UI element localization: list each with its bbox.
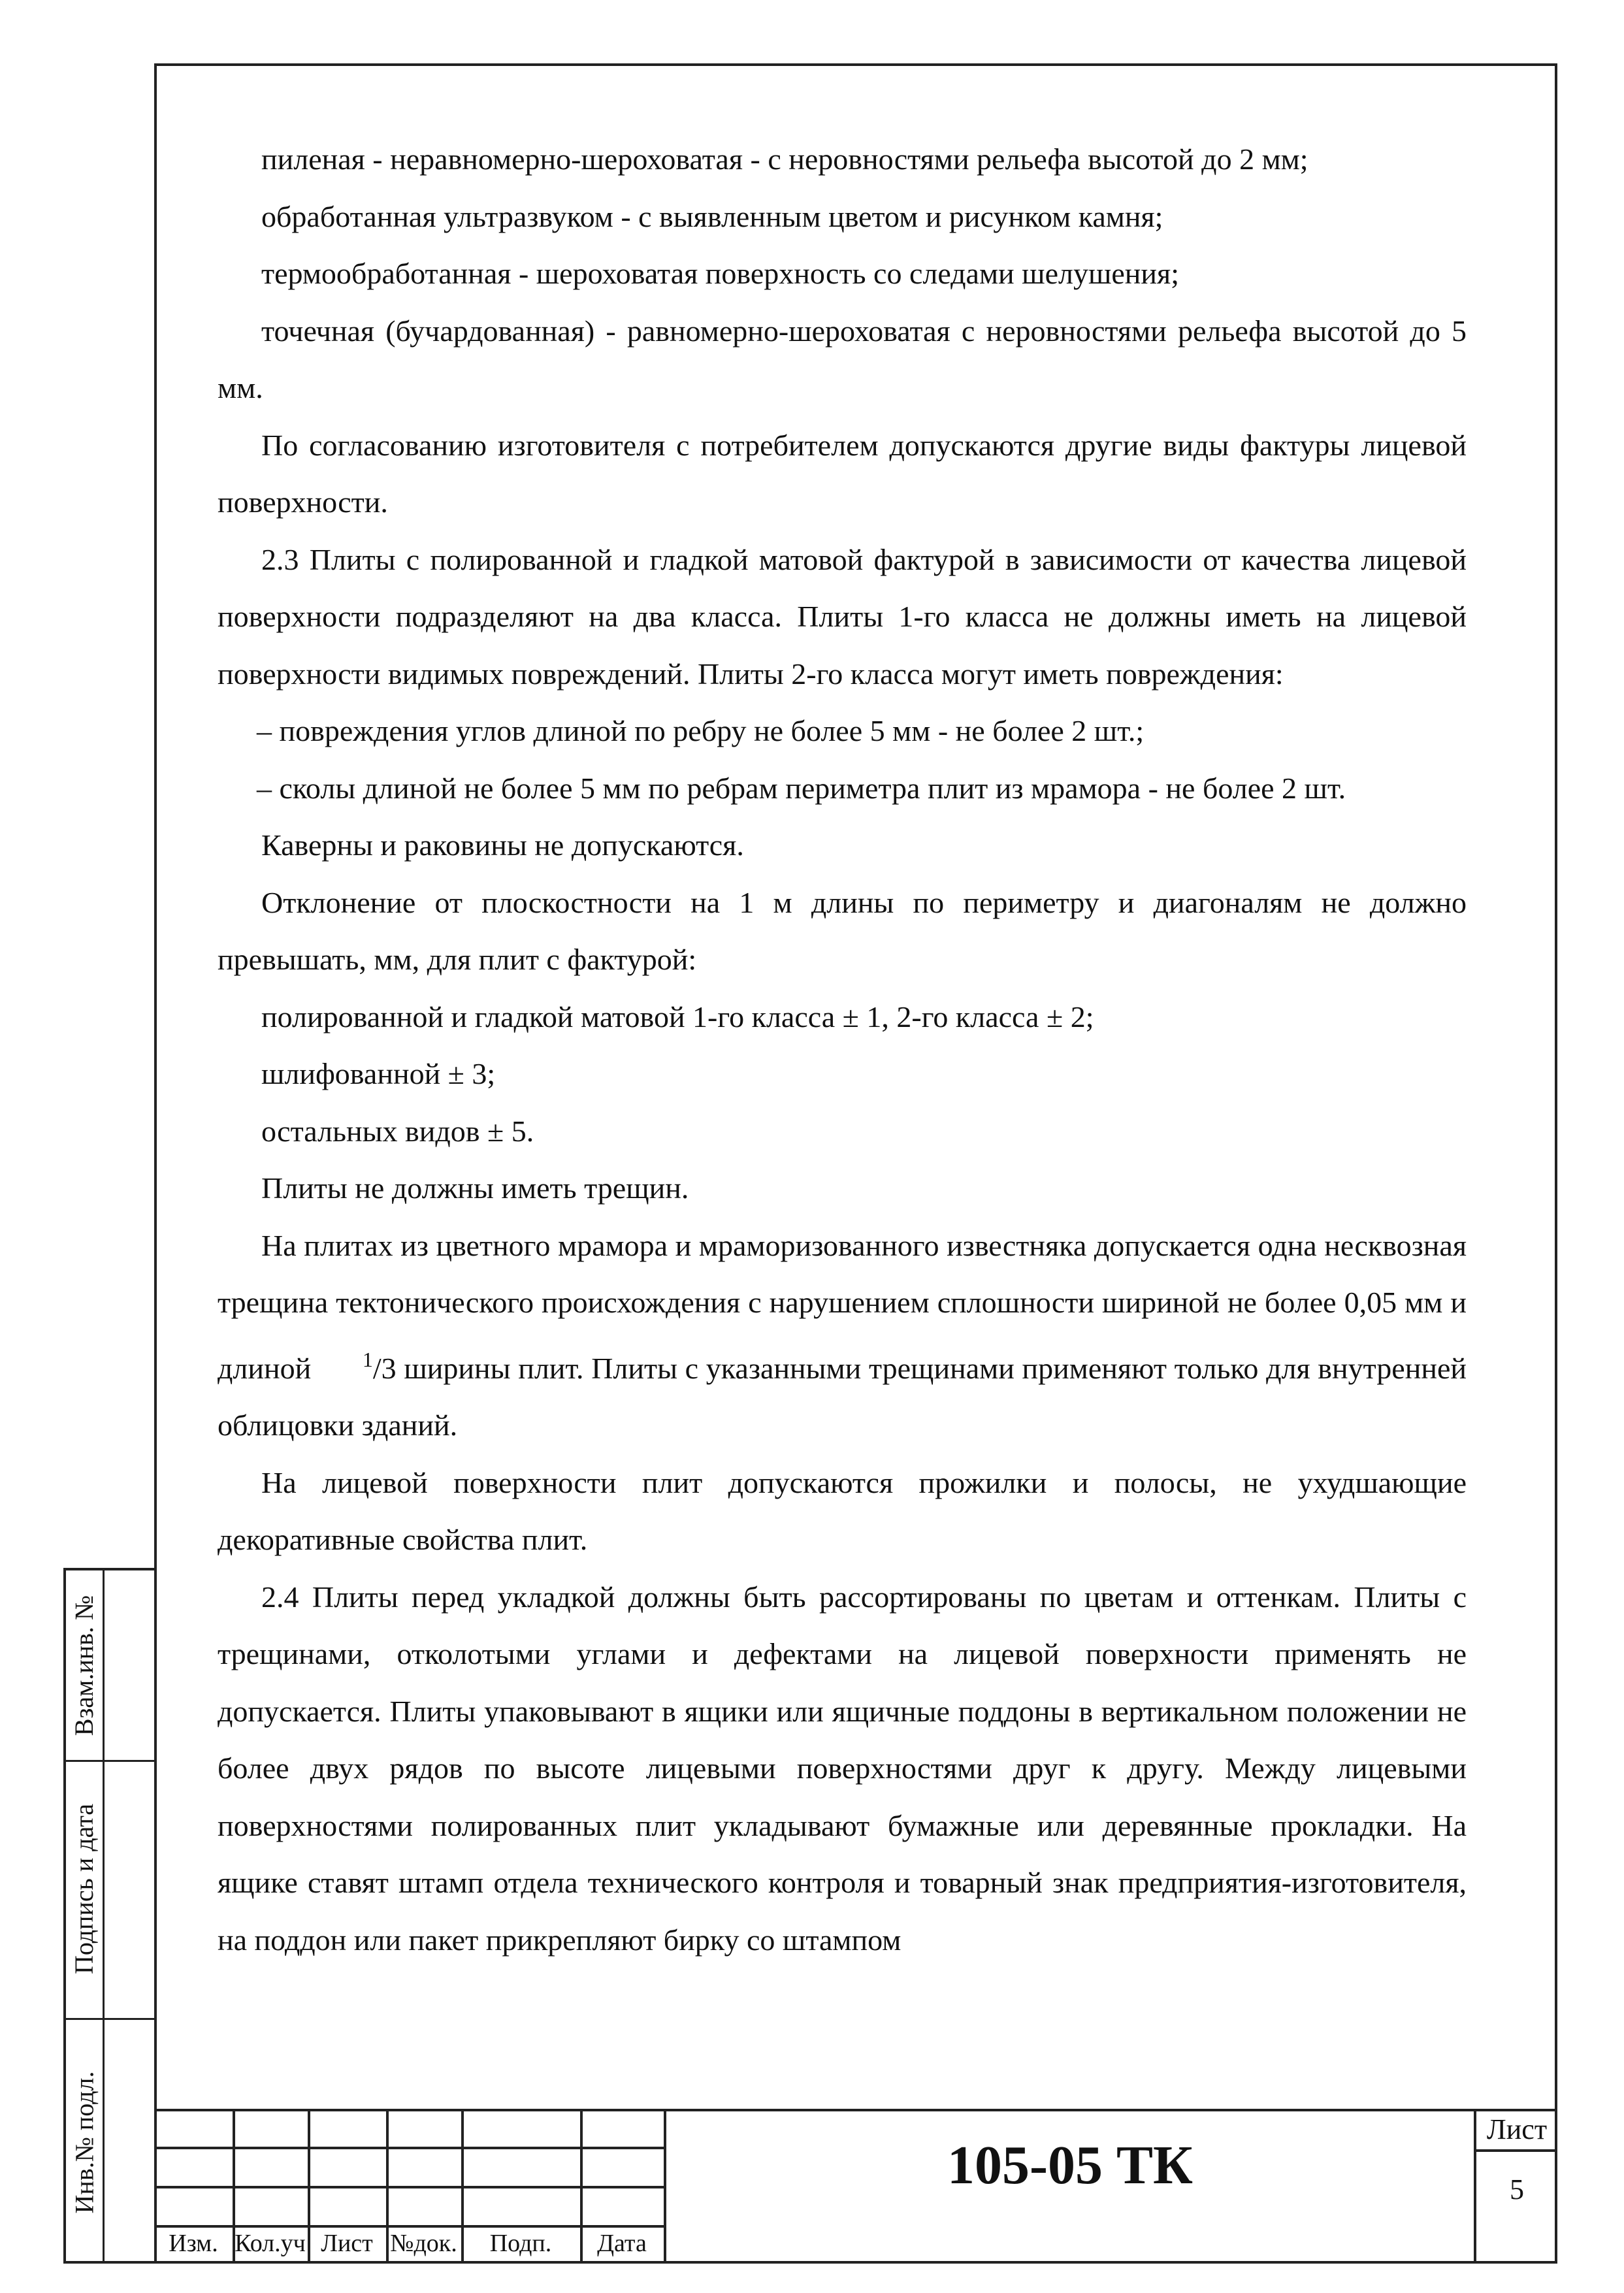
title-block-row-line <box>154 2186 665 2188</box>
inv-orig-cell <box>66 2018 103 2266</box>
col-header-izm: Изм. <box>169 2230 218 2257</box>
side-stamp <box>63 1568 154 2264</box>
fraction <box>319 1331 397 1397</box>
paragraph: По согласованию изготовителя с потребителем допускаются другие виды фактуры лицевой поверхности. <box>218 428 1467 519</box>
document-body <box>218 131 1467 1968</box>
side-stamp-divider <box>103 1570 105 2261</box>
crack-text-after: ширины плит. Плиты с указанными трещинами применяют только для внутренней облицовки зданий. <box>218 1351 1467 1442</box>
paragraph: 2.3 Плиты с полированной и гладкой матовой фактурой в зависимости от качества лицевой поверхности подразделяют на два класса. Плиты 1-го класса не должны иметь на лицевой поверхности видимых повреждений. Плиты 2-го класса могут иметь повреждения: <box>218 542 1467 691</box>
document-code: 105-05 ТК <box>947 2135 1193 2196</box>
paragraph: 2.4 Плиты перед укладкой должны быть рассортированы по цветам и оттенкам. Плиты с трещинами, отколотыми углами и дефектами на лицевой поверхности применять не допускается. Плиты упаковывают в ящики или ящичные поддоны в вертикальном положении не более двух рядов по высоте лицевыми поверхностями друг к другу. Между лицевыми поверхностями полированных плит укладывают бумажные или деревянные прокладки. На ящике ставят штамп отдела технического контроля и товарный знак предприятия-изготовителя, на поддон или пакет прикрепляют бирку со штампом <box>218 1580 1467 1957</box>
paragraph: Каверны и раковины не допускаются. <box>261 828 744 862</box>
paragraph: точечная (бучардованная) - равномерно-шероховатая с неровностями рельефа высотой до 5 мм. <box>218 314 1467 404</box>
paragraph: термообработанная - шероховатая поверхность со следами шелушения; <box>261 257 1179 290</box>
inv-orig-label: Инв.№ подл. <box>69 2071 99 2213</box>
sheet-label: Лист <box>1486 2113 1548 2145</box>
title-block-row-line <box>154 2225 665 2228</box>
list-item: – сколы длиной не более 5 мм по ребрам периметра плит из мрамора - не более 2 шт. <box>257 771 1346 805</box>
paragraph: полированной и гладкой матовой 1-го класса ± 1, 2-го класса ± 2; <box>261 1000 1094 1033</box>
list-item: – повреждения углов длиной по ребру не более 5 мм - не более 2 шт.; <box>257 714 1145 747</box>
sign-date-label: Подпись и дата <box>69 1803 99 1975</box>
paragraph: остальных видов ± 5. <box>261 1114 534 1148</box>
sheet-cell-line <box>1474 2149 1557 2152</box>
replace-inv-cell <box>66 1570 103 1760</box>
paragraph: Плиты не должны иметь трещин. <box>261 1171 689 1205</box>
title-block-row-line <box>154 2147 665 2149</box>
paragraph: обработанная ультразвуком - с выявленным цветом и рисунком камня; <box>261 199 1163 233</box>
sign-date-cell <box>66 1760 103 2018</box>
crack-paragraph <box>218 1217 1467 1454</box>
paragraph: Отклонение от плоскостности на 1 м длины по периметру и диагоналям не должно превышать, мм, для плит с фактурой: <box>218 885 1467 976</box>
crack-text-before: На плитах из цветного мрамора и мраморизованного известняка допускается одна несквозная трещина тектонического происхождения с нарушением сплошности шириной не более 0,05 мм и длиной <box>218 1228 1467 1385</box>
col-header-kol-uch: Кол.уч <box>235 2230 306 2257</box>
col-header-podp: Подп. <box>489 2230 552 2257</box>
fraction-denominator: /3 <box>372 1351 397 1385</box>
paragraph: пиленая - неравномерно-шероховатая - с неровностями рельефа высотой до 2 мм; <box>261 142 1308 176</box>
col-header-list: Лист <box>321 2230 373 2257</box>
col-header-ndok: №док. <box>390 2230 457 2257</box>
paragraph: шлифованной ± 3; <box>261 1057 496 1090</box>
col-header-data: Дата <box>597 2230 647 2257</box>
replace-inv-label: Взам.инв. № <box>69 1595 99 1736</box>
fraction-numerator: 1 <box>362 1347 373 1371</box>
paragraph: На лицевой поверхности плит допускаются прожилки и полосы, не ухудшающие декоративные свойства плит. <box>218 1465 1467 1556</box>
sheet-number: 5 <box>1510 2173 1524 2205</box>
title-block-top-line <box>154 2109 1557 2111</box>
title-block <box>154 2109 1557 2264</box>
